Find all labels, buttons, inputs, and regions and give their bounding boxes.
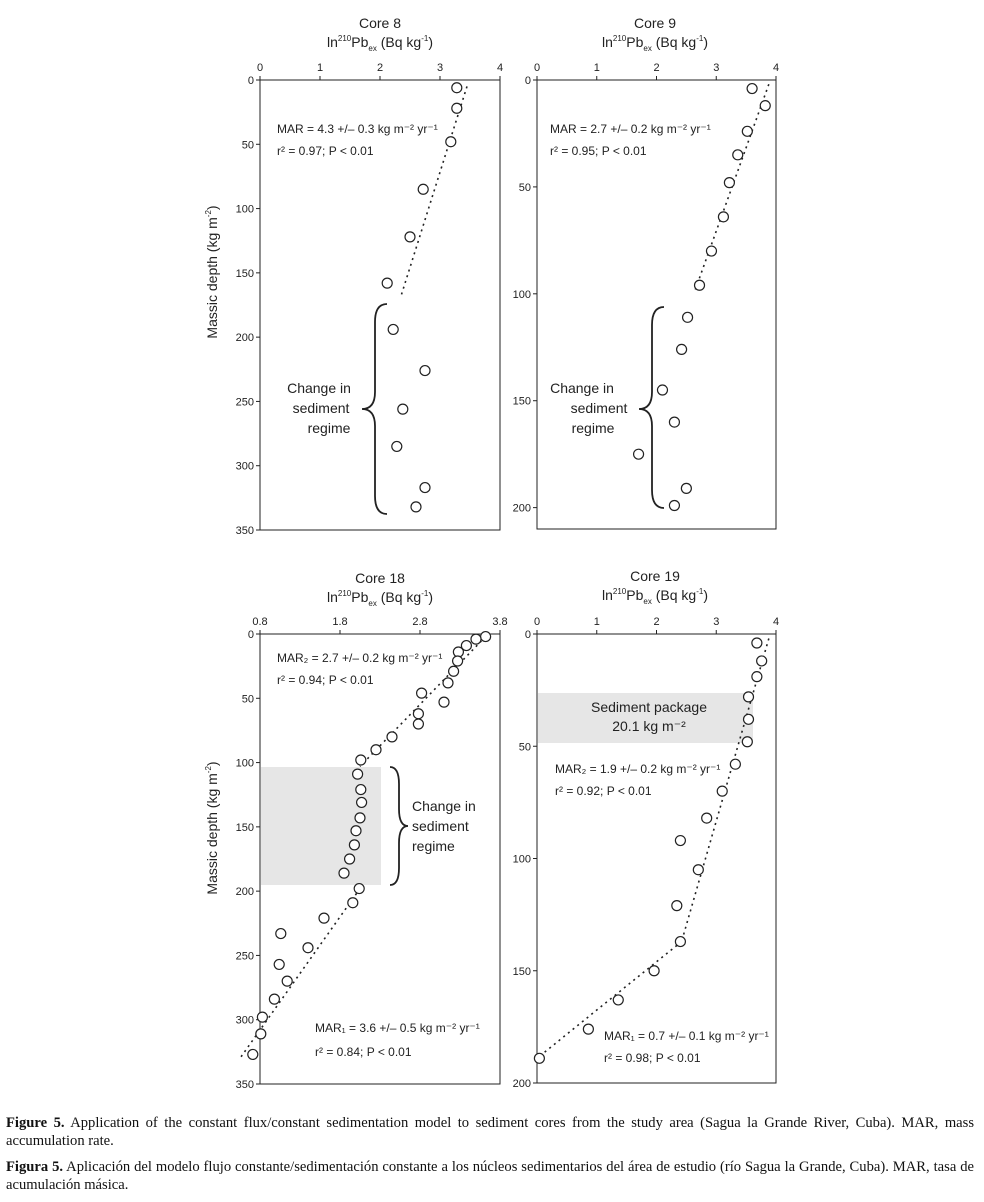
data-point [355, 813, 365, 823]
data-point [357, 797, 367, 807]
y-tick-label: 150 [235, 821, 254, 834]
x-tick-label: 2 [653, 62, 660, 74]
y-tick-label: 50 [241, 139, 254, 152]
data-point [471, 634, 481, 644]
brace-core-8 [362, 304, 387, 514]
x-tick-label: 3.8 [492, 616, 508, 628]
panel-title-core-19: Core 19 [630, 568, 680, 584]
x-tick-label: 2.8 [412, 616, 428, 628]
y-axis-label-core-18: Massic depth (kg $m^{-2}$) [204, 761, 220, 895]
x-tick-label: 3 [713, 616, 720, 628]
y-tick-label: 50 [241, 693, 254, 706]
data-point [744, 692, 754, 702]
x-tick-label: 0 [533, 616, 541, 628]
data-point [742, 126, 752, 136]
data-point [649, 966, 659, 976]
panel-core-18 [204, 570, 508, 1091]
data-point [752, 638, 762, 648]
data-point [452, 83, 462, 93]
figure-caption-spanish [6, 1158, 974, 1194]
mar2-label-core-19: MAR₂ = 1.9 +/– 0.2 kg m⁻² yr⁻¹ [555, 762, 721, 776]
y-tick-label: 0 [247, 629, 254, 641]
panel-core-8 [204, 15, 503, 537]
y-axis-label-core-8: Massic depth (kg $m^{-2}$) [204, 205, 220, 339]
data-point [420, 483, 430, 493]
data-point [742, 737, 752, 747]
data-point [257, 1012, 267, 1022]
y-tick-label: 300 [235, 460, 254, 473]
data-point [351, 826, 361, 836]
panel-title-core-8: Core 8 [358, 15, 402, 31]
data-point [752, 672, 762, 682]
data-point [387, 732, 397, 742]
fit-line [401, 86, 467, 296]
y-tick-label: 50 [518, 181, 531, 194]
data-point [248, 1049, 258, 1059]
y-tick-label: 100 [235, 203, 254, 216]
data-point [672, 901, 682, 911]
data-point [481, 632, 491, 642]
regime-label-core-18-line3: regime [412, 838, 455, 854]
x-tick-label: 0 [256, 62, 264, 74]
panel-core-19 [513, 568, 779, 1090]
x-tick-label: 1 [316, 62, 324, 74]
data-point [669, 500, 679, 510]
package-label-line1: Sediment package [591, 699, 707, 715]
data-point [453, 656, 463, 666]
data-point [693, 865, 703, 875]
data-point [345, 854, 355, 864]
x-axis-label-core-9: $\ln^{210}Pb_{ex}$ (Bq $kg^{-1}$) [602, 34, 708, 53]
regime-label-core-9-line2: sediment [570, 400, 628, 416]
data-point [675, 836, 685, 846]
data-point [256, 1029, 266, 1039]
y-tick-label: 100 [512, 288, 531, 301]
x-tick-label: 2 [653, 616, 660, 628]
data-point [634, 449, 644, 459]
caption-es-text: Aplicación del modelo flujo constante/sedimentación constante a los núcleos sedimentarios del área de estudio (río Sagua la Grande, Cuba). MAR, tasa de acumulación másica. [6, 1159, 974, 1193]
data-point [695, 280, 705, 290]
x-tick-label: 1 [593, 616, 600, 628]
caption-en-label: Figure 5. [6, 1115, 65, 1131]
data-point [744, 714, 754, 724]
stats2-label-core-19: r² = 0.92; P < 0.01 [555, 784, 652, 798]
data-point [702, 813, 712, 823]
stats-label-core-9: r² = 0.95; P < 0.01 [550, 144, 647, 158]
stats2-label-core-18: r² = 0.94; P < 0.01 [277, 673, 374, 687]
x-tick-label: 1.8 [332, 616, 348, 628]
y-tick-label: 150 [512, 965, 531, 978]
data-point [420, 366, 430, 376]
data-point [303, 943, 313, 953]
regime-label-core-8-line3: regime [307, 420, 351, 436]
mar1-label-core-19: MAR₁ = 0.7 +/– 0.1 kg m⁻² yr⁻¹ [604, 1029, 769, 1043]
caption-es-label: Figura 5. [6, 1159, 64, 1175]
data-point [449, 666, 459, 676]
data-point [757, 656, 767, 666]
x-tick-label: 4 [772, 616, 780, 628]
mar-label-core-9: MAR = 2.7 +/– 0.2 kg m⁻² yr⁻¹ [550, 122, 711, 136]
data-point [348, 898, 358, 908]
stats-label-core-8: r² = 0.97; P < 0.01 [277, 144, 374, 158]
x-tick-label: 0.8 [252, 616, 268, 628]
data-point [733, 150, 743, 160]
data-point [683, 312, 693, 322]
data-point [443, 678, 453, 688]
data-point [681, 483, 691, 493]
y-tick-label: 250 [235, 950, 254, 963]
regime-label-core-18-line1: Change in [412, 798, 476, 814]
y-tick-label: 0 [247, 75, 254, 87]
y-tick-label: 150 [235, 267, 254, 280]
y-tick-label: 200 [512, 502, 531, 515]
data-point [388, 324, 398, 334]
data-point [760, 101, 770, 111]
brace-core-18 [390, 767, 408, 885]
regime-label-core-18-line2: sediment [412, 818, 469, 834]
data-point [413, 709, 423, 719]
data-point [371, 745, 381, 755]
x-tick-label: 3 [713, 62, 720, 74]
y-tick-label: 100 [512, 853, 531, 866]
data-point [677, 344, 687, 354]
data-point [398, 404, 408, 414]
y-tick-label: 200 [235, 332, 254, 345]
y-tick-label: 50 [518, 741, 531, 754]
data-point [274, 959, 284, 969]
panel-core-9 [513, 15, 779, 529]
data-point [747, 84, 757, 94]
data-point [354, 884, 364, 894]
package-label-line2: 20.1 kg m⁻² [612, 718, 686, 734]
stats1-label-core-19: r² = 0.98; P < 0.01 [604, 1051, 701, 1065]
x-tick-label: 1 [593, 62, 600, 74]
data-point [446, 137, 456, 147]
data-point [382, 278, 392, 288]
data-point [439, 697, 449, 707]
data-point [405, 232, 415, 242]
x-tick-label: 0 [533, 62, 541, 74]
x-axis-label-core-18: $\ln^{210}Pb_{ex}$ (Bq $kg^{-1}$) [327, 589, 433, 608]
data-point [269, 994, 279, 1004]
x-tick-label: 2 [376, 62, 384, 74]
y-tick-label: 200 [235, 886, 254, 899]
x-tick-label: 4 [496, 62, 504, 74]
y-tick-label: 0 [524, 629, 531, 641]
y-tick-label: 100 [235, 757, 254, 770]
data-point [613, 995, 623, 1005]
regime-label-core-9-line1: Change in [550, 380, 614, 396]
regime-label-core-8-line1: Change in [287, 380, 351, 396]
panel-title-core-18: Core 18 [355, 570, 405, 586]
data-point [718, 212, 728, 222]
data-point [411, 502, 421, 512]
data-point [534, 1053, 544, 1063]
data-point [730, 759, 740, 769]
x-axis-label-core-19: $\ln^{210}Pb_{ex}$ (Bq $kg^{-1}$) [602, 587, 708, 606]
mar2-label-core-18: MAR₂ = 2.7 +/– 0.2 kg m⁻² yr⁻¹ [277, 651, 443, 665]
y-tick-label: 350 [235, 525, 254, 537]
data-point [319, 913, 329, 923]
y-tick-label: 300 [235, 1014, 254, 1027]
data-point [276, 929, 286, 939]
data-point [339, 868, 349, 878]
figure-caption-english [6, 1114, 974, 1150]
mar-label-core-8: MAR = 4.3 +/– 0.3 kg m⁻² yr⁻¹ [277, 122, 438, 136]
data-point [724, 178, 734, 188]
stats1-label-core-18: r² = 0.84; P < 0.01 [315, 1045, 412, 1059]
data-point [349, 840, 359, 850]
y-tick-label: 350 [235, 1079, 254, 1091]
data-point [452, 103, 462, 113]
x-axis-label-core-8: $\ln^{210}Pb_{ex}$ (Bq $kg^{-1}$) [327, 34, 433, 53]
data-point [669, 417, 679, 427]
x-tick-label: 4 [772, 62, 780, 74]
data-point [356, 755, 366, 765]
y-tick-label: 200 [512, 1078, 531, 1090]
data-point [717, 786, 727, 796]
data-point [418, 184, 428, 194]
panel-title-core-9: Core 9 [633, 15, 677, 31]
data-point [706, 246, 716, 256]
y-tick-label: 250 [235, 396, 254, 409]
data-point [413, 719, 423, 729]
brace-core-9 [639, 307, 664, 508]
data-point [392, 441, 402, 451]
data-point [675, 937, 685, 947]
y-tick-label: 0 [524, 75, 531, 87]
regime-label-core-9-line3: regime [571, 420, 615, 436]
data-point [417, 688, 427, 698]
data-point [356, 785, 366, 795]
regime-label-core-8-line2: sediment [292, 400, 350, 416]
caption-en-text: Application of the constant flux/constant sedimentation model to sediment cores from the study area (Sagua la Grande River, Cuba). MAR, mass accumulation rate. [6, 1115, 975, 1149]
x-tick-label: 3 [436, 62, 444, 74]
data-point [657, 385, 667, 395]
y-tick-label: 150 [512, 395, 531, 408]
data-point [583, 1024, 593, 1034]
data-point [353, 769, 363, 779]
mar1-label-core-18: MAR₁ = 3.6 +/– 0.5 kg m⁻² yr⁻¹ [315, 1021, 480, 1035]
data-point [282, 976, 292, 986]
